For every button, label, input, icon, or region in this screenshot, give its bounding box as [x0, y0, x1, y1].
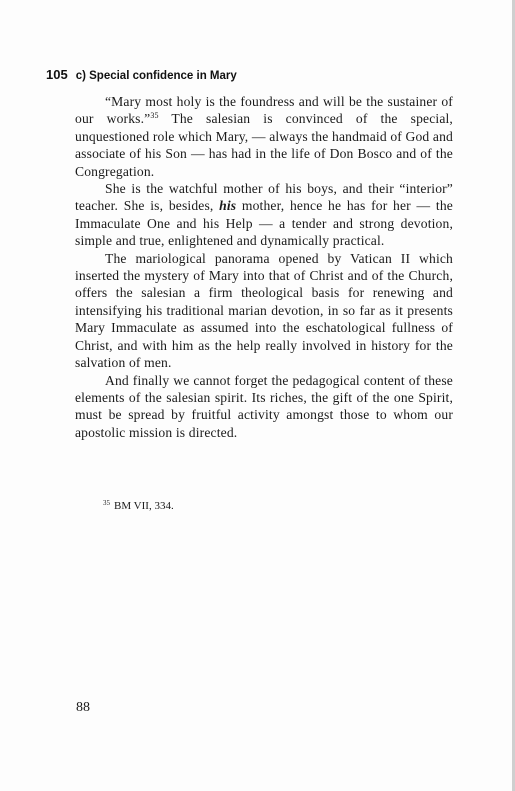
- paragraph-1-continuation: The salesian is convinced of the special, unquestioned role which Mary, — always the handmaid of God and associate of his Son — has had in the life of Don Bosco and of the Congregation.: [75, 111, 454, 179]
- paragraph-2-text: She is the watchful mother of his boys, and their “interior” teacher. She is, besides,: [75, 181, 453, 214]
- paragraph-1-text: “Mary most holy is the foundress and will be the sustainer of our works.”: [75, 94, 453, 127]
- paragraph-4: And finally we cannot forget the pedagogical content of these elements of the salesian spirit. Its riches, the gift of the one Spirit, must be spread by fruitful activity amongst those to whom our apostolic mission is directed.: [75, 372, 453, 440]
- paragraph-2-continuation: mother, hence he has for her — the Immaculate One and his Help — a tender and strong devotion, simple and true, enlightened and dynamically practical.: [75, 198, 453, 249]
- paragraph-1: [75, 93, 453, 180]
- body-text: [75, 93, 453, 441]
- footnote-marker: 35: [103, 499, 110, 507]
- page-number: 88: [76, 700, 90, 715]
- section-number: 105: [46, 67, 68, 82]
- paragraph-3: The mariological panorama opened by Vatican II which inserted the mystery of Mary into that of Christ and of the Church, offers the salesian a firm theological basis for renewing and intensifying his traditional marian devotion, in so far as it presents Mary Immaculate as assumed into the eschatological fullness of Christ, and with him as the help really involved in history for the salvation of men.: [75, 250, 453, 371]
- section-title: c) Special confidence in Mary: [75, 70, 237, 82]
- emphasized-word: his: [219, 198, 237, 214]
- paragraph-2: [75, 180, 453, 250]
- footnote-text: BM VII, 334.: [114, 500, 174, 512]
- footnote-reference: 35: [150, 111, 159, 121]
- footnote: [103, 500, 174, 512]
- section-heading: [46, 67, 237, 82]
